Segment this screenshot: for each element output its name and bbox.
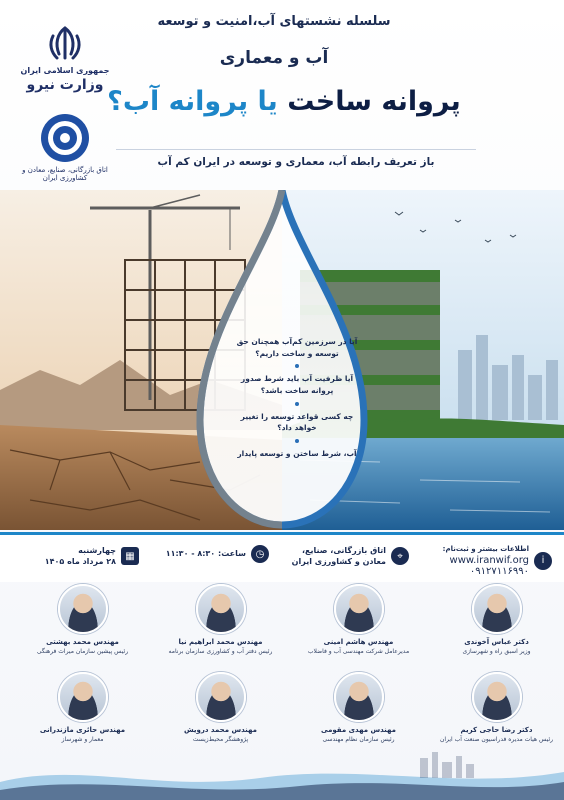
speaker-photo <box>196 672 246 722</box>
logo-ministry-line2: وزارت نیرو <box>26 77 104 93</box>
logo-chamber-of-commerce <box>10 112 120 182</box>
speaker-card <box>429 584 564 656</box>
question-item: آیا در سرزمین کم‌آب همچنان حق توسعه و ساخت داریم؟ <box>236 337 358 358</box>
speaker-photo <box>58 672 108 722</box>
speaker-photo <box>472 584 522 634</box>
info-icon: i <box>534 552 552 570</box>
logo-ministry-of-energy <box>10 24 120 93</box>
speaker-role: پژوهشگر محیط‌زیست <box>192 736 249 743</box>
footer-wave <box>0 752 564 800</box>
question-item: چه کسی قواعد توسعه را تغییر خواهد داد؟ <box>240 411 354 433</box>
speaker-role: رئیس پیشین سازمان میراث فرهنگی <box>36 648 129 655</box>
speaker-photo <box>196 584 246 634</box>
speaker-name: مهندس مهدی مقومی <box>321 726 396 734</box>
speaker-name: مهندس محمد ابراهیم نیا <box>178 638 263 646</box>
speaker-name: دکتر عباس آخوندی <box>464 638 529 646</box>
speaker-role: رئیس هیات مدیره فدراسیون صنعت آب ایران <box>439 736 554 743</box>
speaker-card <box>291 672 426 744</box>
clock-icon: ◷ <box>251 545 269 563</box>
tagline: باز تعریف رابطه آب، معماری و توسعه در ایران کم آب <box>116 149 476 168</box>
main-title-part2: یا پروانه آب؟ <box>107 86 278 117</box>
chamber-emblem-icon <box>39 112 91 164</box>
question-item: آب، شرط ساختن و توسعه پایدار <box>237 448 357 458</box>
location-pin-icon: ⌖ <box>391 547 409 565</box>
questions-list <box>232 332 362 463</box>
speaker-role: رئیس سازمان نظام مهندسی <box>322 736 395 743</box>
speaker-photo <box>58 584 108 634</box>
speaker-photo <box>334 672 384 722</box>
main-title <box>99 86 469 117</box>
question-separator <box>295 364 299 368</box>
iran-emblem-icon <box>43 24 87 64</box>
logo-chamber-line1: اتاق بازرگانی، صنایع، معادن و کشاورزی ایران <box>22 166 108 182</box>
info-date <box>9 545 139 567</box>
logo-ministry-line1: جمهوری اسلامی ایران <box>20 66 110 75</box>
event-time: ساعت: ۸:۳۰ - ۱۱:۳۰ <box>165 549 246 559</box>
info-contact <box>422 545 552 577</box>
calendar-icon: ▦ <box>121 547 139 565</box>
speaker-card <box>15 672 150 744</box>
series-title: سلسله نشستهای آب،امنیت و توسعه <box>157 14 391 29</box>
question-item: آیا ظرفیت آب باید شرط صدور پروانه ساخت باشد؟ <box>240 374 354 395</box>
session-subtitle: آب و معماری <box>219 48 329 68</box>
speaker-role: وزیر اسبق راه و شهرسازی <box>462 648 531 655</box>
main-title-part1: پروانه ساخت <box>287 86 461 117</box>
info-place <box>279 545 409 567</box>
speakers-grid <box>0 584 564 754</box>
speaker-role: رئیس دفتر آب و کشاورزی سازمان برنامه <box>168 648 273 655</box>
contact-label: اطلاعات بیشتر و ثبت‌نام: <box>442 545 529 553</box>
event-info-bar <box>0 532 564 582</box>
speaker-card <box>15 584 150 656</box>
speaker-card <box>153 672 288 744</box>
speaker-card <box>429 672 564 744</box>
info-time <box>149 545 269 563</box>
place-line2: معادن و کشاورزی ایران <box>291 557 386 567</box>
event-day: چهارشنبه <box>78 546 116 555</box>
speaker-name: مهندس محمد درویش <box>183 726 257 734</box>
speaker-name: مهندس محمد بهشتی <box>46 638 119 646</box>
event-date: ۲۸ مرداد ماه ۱۴۰۵ <box>44 557 116 567</box>
speaker-name: مهندس هاشم امینی <box>323 638 394 646</box>
speaker-name: مهندس حائری مازندرانی <box>39 726 126 734</box>
speaker-role: مدیرعامل شرکت مهندسی آب و فاضلاب <box>307 648 410 655</box>
place-line1: اتاق بازرگانی، صنایع، <box>302 546 386 555</box>
question-separator <box>295 402 299 406</box>
speaker-role: معمار و شهرساز <box>61 736 104 743</box>
speaker-card <box>291 584 426 656</box>
speaker-photo <box>334 584 384 634</box>
website-link[interactable]: www.iranwif.org <box>449 554 529 566</box>
speaker-name: دکتر رضا حاجی کریم <box>460 726 533 734</box>
speaker-card <box>153 584 288 656</box>
question-separator <box>295 439 299 443</box>
phone-number: ۰۹۱۲۷۱۱۶۹۹۰ <box>469 565 529 577</box>
speaker-photo <box>472 672 522 722</box>
